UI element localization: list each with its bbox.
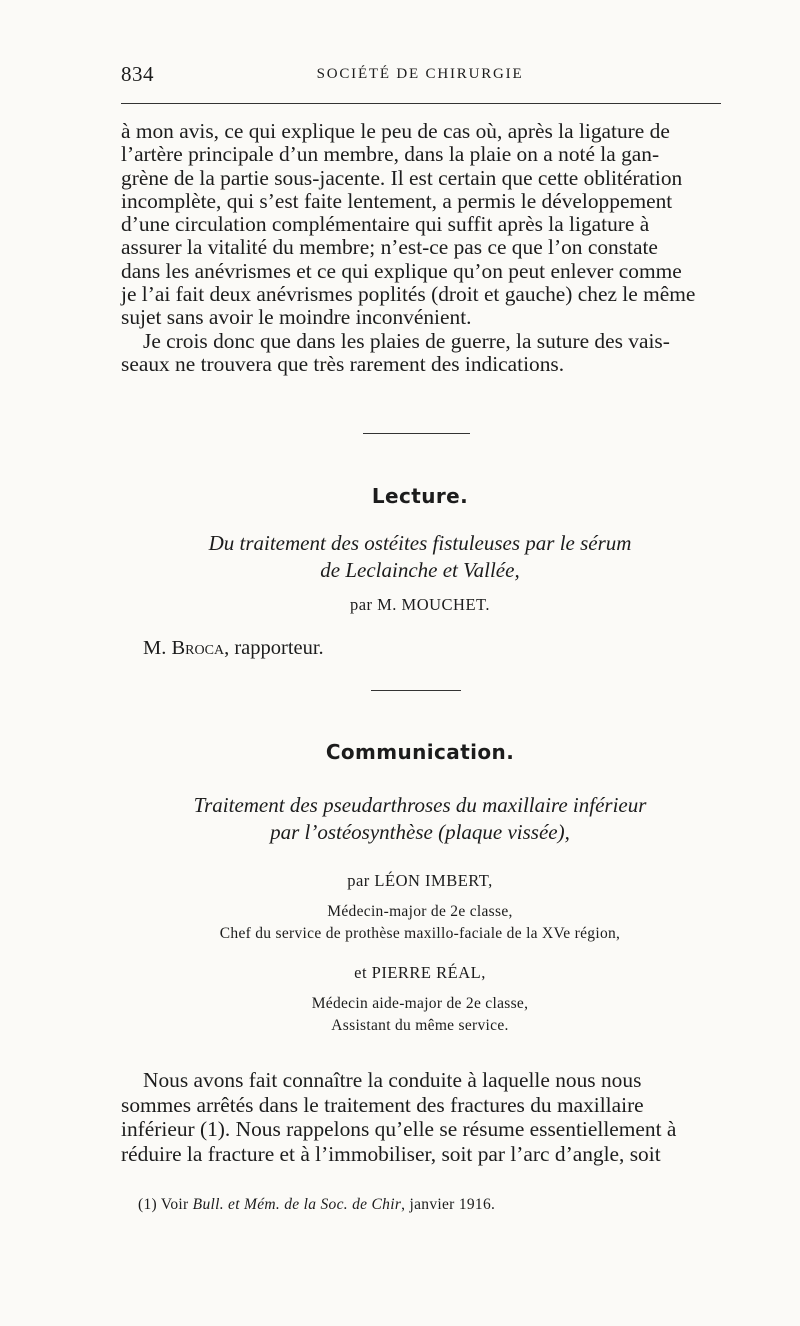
rapporteur-line [143, 637, 324, 660]
communication-title-line: Traitement des pseudarthroses du maxillaire inférieur [193, 793, 647, 817]
section-divider [371, 690, 461, 691]
text-line: l’artère principale d’un membre, dans la plaie on a noté la gan- [121, 142, 660, 167]
page-number: 834 [121, 62, 154, 86]
continuation-text [121, 120, 725, 376]
communication-heading: Communication. [325, 740, 515, 764]
footnote-citation: Bull. et Mém. de la Soc. de Chir [192, 1196, 402, 1213]
text-line: je l’ai fait deux anévrismes poplités (droit et gauche) chez le même [121, 282, 696, 307]
footnote-prefix: (1) Voir [138, 1196, 193, 1213]
footnote [138, 1196, 495, 1214]
rapporteur-suffix: , rapporteur. [224, 637, 324, 659]
running-title: SOCIÉTÉ DE CHIRURGIE [316, 66, 524, 82]
text-line: sujet sans avoir le moindre inconvénient. [121, 305, 472, 330]
lecture-heading: Lecture. [371, 484, 469, 508]
author-affiliation: Chef du service de prothèse maxillo-faciale de la XVe région, [219, 925, 621, 942]
lecture-byline: par M. MOUCHET. [349, 595, 491, 614]
text-line: réduire la fracture et à l’immobiliser, soit par l’arc d’angle, soit [121, 1141, 661, 1166]
lecture-title-line: Du traitement des ostéites fistuleuses par le sérum [208, 531, 632, 555]
rapporteur-prefix: M. [143, 637, 167, 659]
lecture-title-line: de Leclainche et Vallée, [320, 558, 520, 582]
text-line: seaux ne trouvera que très rarement des indications. [121, 351, 565, 376]
rapporteur-name: Broca [171, 637, 225, 659]
author-affiliation: Médecin-major de 2e classe, [327, 903, 513, 920]
text-line: assurer la vitalité du membre; n’est-ce pas ce que l’on constate [121, 235, 658, 260]
author-byline: et PIERRE RÉAL, [354, 963, 486, 982]
text-line: Nous avons fait connaître la conduite à laquelle nous nous [143, 1068, 642, 1092]
text-line: à mon avis, ce qui explique le peu de cas où, après la ligature de [121, 119, 670, 143]
author-byline: par LÉON IMBERT, [347, 871, 493, 890]
author-affiliation: Assistant du même service. [331, 1017, 509, 1034]
text-line: incomplète, qui s’est faite lentement, a permis le développement [121, 188, 673, 213]
text-line: dans les anévrismes et ce qui explique qu’on peut enlever comme [121, 258, 682, 283]
author-affiliation: Médecin aide-major de 2e classe, [311, 995, 529, 1012]
section-divider [363, 433, 470, 434]
text-line: inférieur (1). Nous rappelons qu’elle se résume essentiellement à [121, 1117, 677, 1142]
text-line: grène de la partie sous-jacente. Il est certain que cette oblitération [121, 165, 683, 190]
header-rule [121, 103, 721, 104]
communication-body [121, 1068, 725, 1166]
text-line: sommes arrêtés dans le traitement des fractures du maxillaire [121, 1092, 644, 1117]
footnote-suffix: , janvier 1916. [401, 1196, 496, 1213]
text-line: Je crois donc que dans les plaies de guerre, la suture des vais- [143, 328, 670, 353]
text-line: d’une circulation complémentaire qui suffit après la ligature à [121, 212, 650, 237]
communication-title-line: par l’ostéosynthèse (plaque vissée), [270, 820, 570, 844]
